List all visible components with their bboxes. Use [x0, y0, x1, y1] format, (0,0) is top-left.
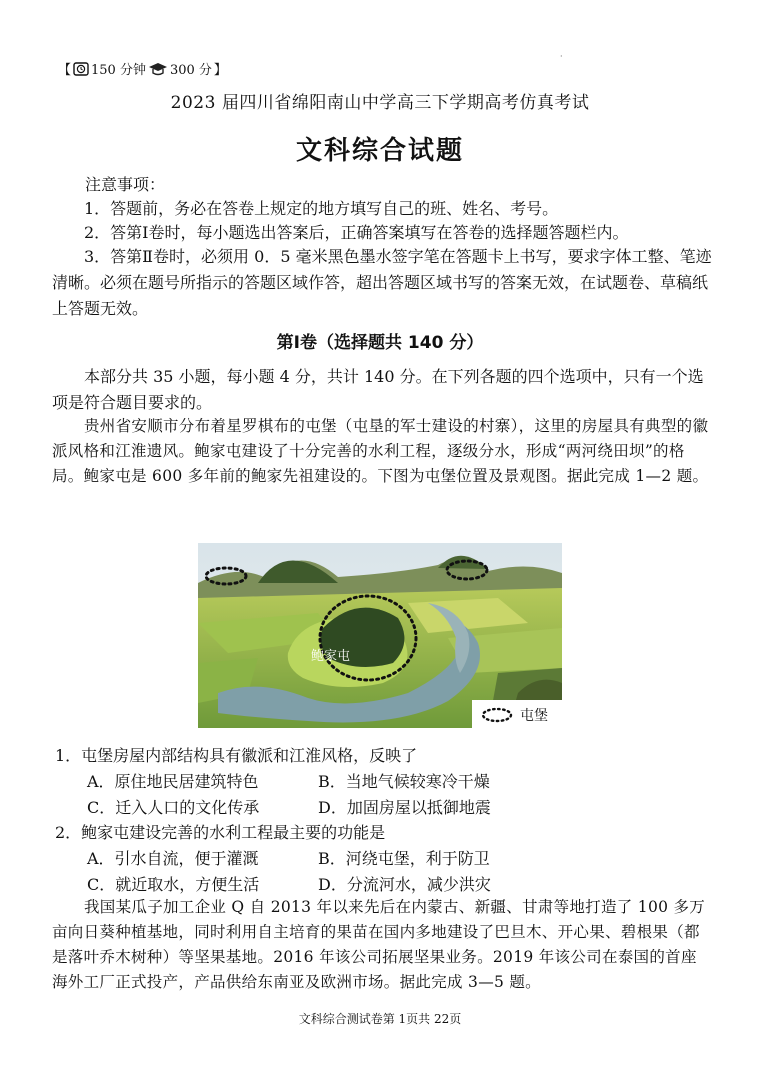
dotted-ellipse-icon [480, 707, 514, 723]
figure-legend [472, 700, 570, 730]
question-1-stem: 1．屯堡房屋内部结构具有徽派和江淮风格，反映了 [55, 746, 418, 765]
question-1-option-c: C．迁入人口的文化传承 [87, 798, 260, 817]
question-2-option-c: C．就近取水，方便生活 [87, 875, 260, 894]
scan-speck: · [560, 52, 563, 61]
note-item-3: 3．答第Ⅱ卷时，必须用 0．5 毫米黑色墨水签字笔在答题卡上书写，要求字体工整、笔迹清晰。必须在题号所指示的答题区域作答，超出答题区域书写的答案无效，在试题卷、草稿纸上答题无效。 [52, 247, 712, 318]
clock-icon [73, 62, 89, 76]
passage-1: 贵州省安顺市分布着星罗棋布的屯堡（屯垦的军士建设的村寨），这里的房屋具有典型的徽派风格和江淮遗风。鲍家屯建设了十分完善的水利工程，逐级分水，形成“两河绕田坝”的格局。鲍家屯是 600 多年前的鲍家先祖建设的。下图为屯堡位置及景观图。据此完成 1—2 题。 [52, 417, 709, 485]
question-1-option-b: B．当地气候较寒冷干燥 [318, 772, 490, 791]
badge-close-bracket: 】 [213, 63, 227, 78]
subject-title: 文科综合试题 [295, 136, 464, 166]
exam-title: 2023 届四川省绵阳南山中学高三下学期高考仿真考试 [170, 93, 590, 113]
note-item-1: 1．答题前，务必在答卷上规定的地方填写自己的班、姓名、考号。 [84, 199, 559, 218]
village-label: 鲍家屯 [311, 649, 351, 664]
exam-badge [58, 59, 227, 78]
section-intro: 本部分共 35 小题，每小题 4 分，共计 140 分。在下列各题的四个选项中，只有一个选项是符合题目要求的。 [52, 367, 704, 412]
question-2-stem: 2．鲍家屯建设完善的水利工程最主要的功能是 [55, 823, 386, 842]
passage-2: 我国某瓜子加工企业 Q 自 2013 年以来先后在内蒙古、新疆、甘肃等地打造了 100 多万亩向日葵种植基地，同时利用自主培育的果苗在国内多地建设了巴旦木、开心果、碧根果（都是落叶乔木树种）等坚果基地。2016 年该公司拓展坚果业务。2019 年该公司在泰国的首座海外工厂正式投产，产品供给东南亚及欧洲市场。据此完成 3—5 题。 [52, 898, 706, 991]
question-2-option-d: D．分流河水，减少洪灾 [318, 875, 491, 894]
notes-heading: 注意事项： [85, 175, 166, 194]
question-2-option-b: B．河绕屯堡，利于防卫 [318, 849, 490, 868]
badge-time: 150 分钟 [91, 63, 146, 78]
section-title: 第Ⅰ卷（选择题共 140 分） [276, 333, 484, 353]
graduation-cap-icon [148, 62, 168, 76]
question-2-option-a: A．引水自流，便于灌溉 [87, 849, 259, 868]
note-item-2: 2．答第Ⅰ卷时，每小题选出答案后，正确答案填写在答卷的选择题答题栏内。 [84, 223, 629, 242]
page-footer: 文科综合测试卷第 1页共 22页 [298, 1012, 462, 1026]
question-1-option-d: D．加固房屋以抵御地震 [318, 798, 491, 817]
legend-label: 屯堡 [520, 708, 548, 724]
badge-score: 300 分 [169, 63, 212, 78]
question-1-option-a: A．原住地民居建筑特色 [87, 772, 259, 791]
badge-open-bracket: 【 [58, 63, 72, 78]
